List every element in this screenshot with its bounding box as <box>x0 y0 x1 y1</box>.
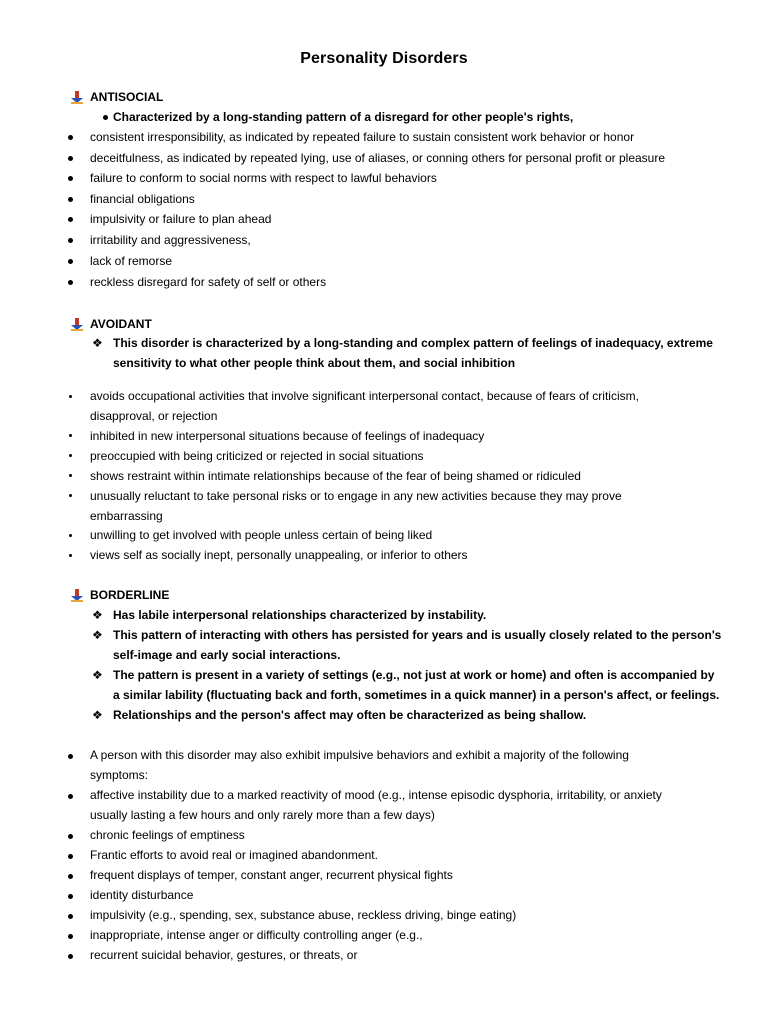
list-item: shows restraint within intimate relationships because of the fear of being shamed or ridiculed <box>90 469 581 483</box>
intro-line: Relationships and the person's affect may often be characterized as being shallow. <box>113 708 587 722</box>
list-item-continued: disapproval, or rejection <box>90 409 218 423</box>
intro-line: This disorder is characterized by a long-standing and complex pattern of feelings of inadequacy, extreme <box>113 336 713 350</box>
section-heading-label: ANTISOCIAL <box>90 90 164 104</box>
list-item: identity disturbance <box>90 888 194 902</box>
list-item-continued: symptoms: <box>90 768 149 782</box>
bullet-icon <box>68 794 73 799</box>
intro-line: a similar lability (fluctuating back and forth, sometimes in a quick manner) in a person's affect, or feelings. <box>113 688 720 702</box>
bullet-icon <box>68 176 73 181</box>
bullet-icon <box>68 954 73 959</box>
diamond-bullet-icon: ❖ <box>92 628 103 642</box>
bullet-icon <box>68 280 73 285</box>
bullet-icon <box>68 754 73 759</box>
bullet-icon <box>68 238 73 243</box>
section-heading-label: AVOIDANT <box>90 317 152 331</box>
arrow-bullet-icon <box>70 317 84 331</box>
list-item: chronic feelings of emptiness <box>90 828 245 842</box>
diamond-bullet-icon: ❖ <box>92 608 103 622</box>
list-item: preoccupied with being criticized or rejected in social situations <box>90 449 424 463</box>
diamond-bullet-icon: ❖ <box>92 668 103 682</box>
list-item: views self as socially inept, personally unappealing, or inferior to others <box>90 548 468 562</box>
list-item: recurrent suicidal behavior, gestures, or threats, or <box>90 948 358 962</box>
bullet-icon <box>69 454 72 457</box>
bullet-icon <box>69 395 72 398</box>
list-item: failure to conform to social norms with respect to lawful behaviors <box>90 171 437 185</box>
list-item-continued: embarrassing <box>90 509 163 523</box>
arrow-bullet-icon <box>70 90 84 104</box>
list-item: irritability and aggressiveness, <box>90 233 251 247</box>
bullet-icon <box>68 894 73 899</box>
list-item: unusually reluctant to take personal risks or to engage in any new activities because they may prove <box>90 489 622 503</box>
list-item: frequent displays of temper, constant anger, recurrent physical fights <box>90 868 453 882</box>
bullet-icon <box>69 474 72 477</box>
diamond-bullet-icon: ❖ <box>92 708 103 722</box>
list-item: financial obligations <box>90 192 195 206</box>
bullet-icon <box>68 934 73 939</box>
bullet-icon <box>69 494 72 497</box>
intro-line: self-image and early social interactions. <box>113 648 341 662</box>
list-item: unwilling to get involved with people unless certain of being liked <box>90 528 433 542</box>
page-title: Personality Disorders <box>300 50 468 67</box>
bullet-icon <box>69 534 72 537</box>
list-item: Frantic efforts to avoid real or imagined abandonment. <box>90 848 378 862</box>
diamond-bullet-icon: ❖ <box>92 336 103 350</box>
list-item: inappropriate, intense anger or difficulty controlling anger (e.g., <box>90 928 423 942</box>
list-item: impulsivity or failure to plan ahead <box>90 212 272 226</box>
list-item: deceitfulness, as indicated by repeated lying, use of aliases, or conning others for personal profit or pleasure <box>90 151 666 165</box>
section-heading-avoidant <box>70 315 152 333</box>
section-heading-antisocial <box>70 88 163 106</box>
bullet-icon <box>68 217 73 222</box>
list-item-continued: usually lasting a few hours and only rarely more than a few days) <box>90 808 435 822</box>
bullet-icon <box>68 156 73 161</box>
list-item: avoids occupational activities that involve significant interpersonal contact, because of fears of criticism, <box>90 389 639 403</box>
intro-line: sensitivity to what other people think about them, and social inhibition <box>113 356 516 370</box>
bullet-icon <box>103 115 108 120</box>
list-item: inhibited in new interpersonal situations because of feelings of inadequacy <box>90 429 485 443</box>
intro-line: This pattern of interacting with others has persisted for years and is usually closely related to the person's <box>113 628 722 642</box>
intro-line: Has labile interpersonal relationships characterized by instability. <box>113 608 487 622</box>
list-item: reckless disregard for safety of self or others <box>90 275 327 289</box>
list-item: lack of remorse <box>90 254 173 268</box>
intro-line: Characterized by a long-standing pattern of a disregard for other people's rights, <box>113 110 574 124</box>
bullet-icon <box>68 854 73 859</box>
list-item: A person with this disorder may also exhibit impulsive behaviors and exhibit a majority of the following <box>90 748 629 762</box>
bullet-icon <box>69 554 72 557</box>
bullet-icon <box>69 434 72 437</box>
list-item: consistent irresponsibility, as indicated by repeated failure to sustain consistent work behavior or honor <box>90 130 635 144</box>
bullet-icon <box>68 135 73 140</box>
bullet-icon <box>68 834 73 839</box>
section-heading-borderline <box>70 586 169 604</box>
bullet-icon <box>68 914 73 919</box>
bullet-icon <box>68 874 73 879</box>
bullet-icon <box>68 197 73 202</box>
list-item: impulsivity (e.g., spending, sex, substance abuse, reckless driving, binge eating) <box>90 908 517 922</box>
arrow-bullet-icon <box>70 588 84 602</box>
bullet-icon <box>68 259 73 264</box>
intro-line: The pattern is present in a variety of settings (e.g., not just at work or home) and often is accompanied by <box>113 668 715 682</box>
section-heading-label: BORDERLINE <box>90 588 170 602</box>
list-item: affective instability due to a marked reactivity of mood (e.g., intense episodic dysphoria, irritability, or anxiety <box>90 788 662 802</box>
